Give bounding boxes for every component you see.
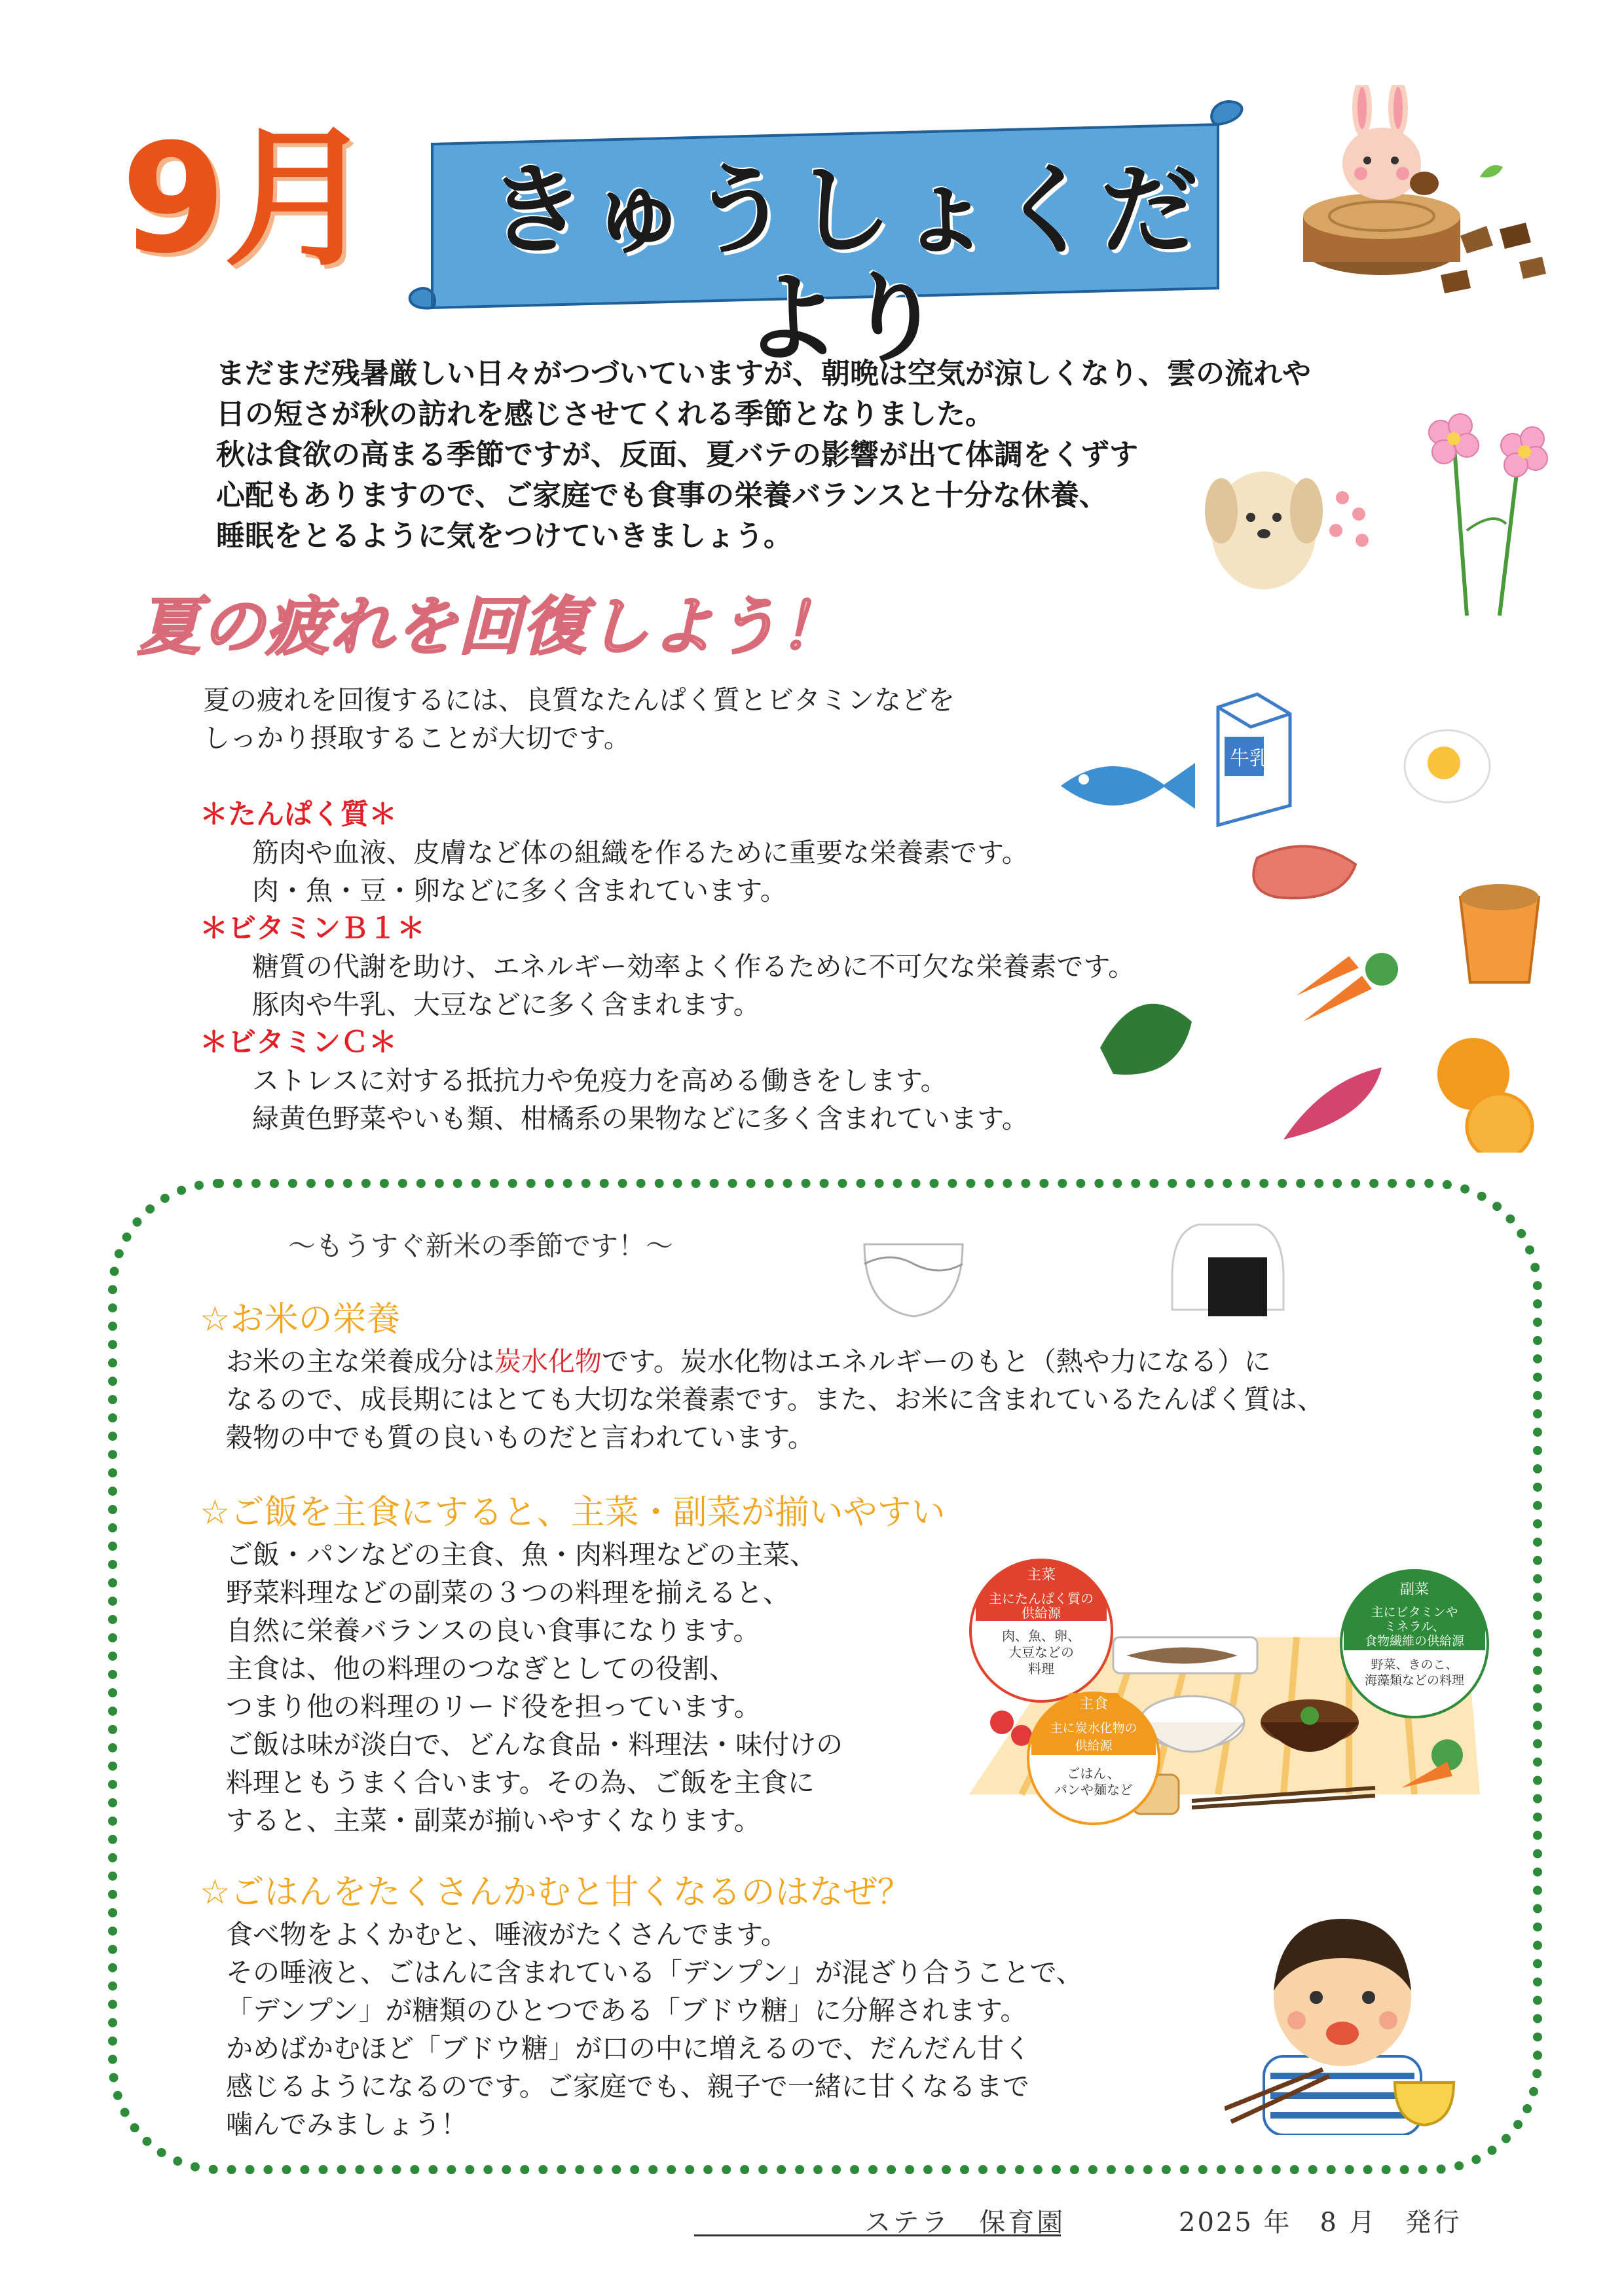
fukusai-example: 海藻類などの料理 <box>1364 1673 1465 1688</box>
intro-line: 秋は食欲の高まる季節ですが、反面、夏バテの影響が出て体調をくずす <box>216 438 1138 472</box>
rice-bowl-onigiri-illustration <box>851 1218 1310 1323</box>
month-title: 9月 <box>121 112 372 287</box>
intro-line: 睡眠をとるように気をつけていきましょう。 <box>216 519 792 553</box>
footer-issue-date: 2025 年 8 月 発行 <box>1179 2208 1462 2238</box>
staple-food-line: すると、主菜・副菜が揃いやすくなります。 <box>226 1805 761 1836</box>
milk-label: 牛乳 <box>1230 747 1269 770</box>
intro-line: まだまだ残暑厳しい日々がつづいていますが、朝晩は空気が涼しくなり、雲の流れや <box>216 357 1311 390</box>
rabbit-stump-illustration <box>1283 85 1559 308</box>
fukusai-desc: 主にビタミンや <box>1371 1605 1458 1620</box>
shushoku-bubble <box>1028 1693 1159 1824</box>
chewing-line: その唾液と、ごはんに含まれている「デンプン」が混ざり合うことで、 <box>226 1957 1083 1988</box>
nutrient-name: ＊ビタミンＢ１＊ <box>200 912 425 945</box>
puppy-cosmos-illustration <box>1192 399 1559 622</box>
boy-eating-illustration <box>1225 1912 1473 2135</box>
chewing-heading: ☆ごはんをたくさんかむと甘くなるのはなぜ？ <box>200 1873 912 1912</box>
staple-food-line: 料理ともうまく合います。その為、ご飯を主食に <box>226 1767 815 1798</box>
summer-intro-line: 夏の疲れを回復するには、良質なたんぱく質とビタミンなどを <box>203 684 955 716</box>
shusai-desc: 供給源 <box>1022 1605 1061 1621</box>
rice-nutrition-line <box>226 1342 1457 1380</box>
intro-line: 日の短さが秋の訪れを感じさせてくれる季節となりました。 <box>216 398 994 431</box>
carbohydrate-highlight: 炭水化物 <box>494 1346 602 1377</box>
shushoku-title: 主食 <box>1079 1696 1109 1713</box>
nutrient-name: ＊たんぱく質＊ <box>200 798 397 831</box>
nutrient-name: ＊ビタミンＣ＊ <box>200 1026 397 1059</box>
chewing-body <box>226 1916 1143 2143</box>
rice-nutrition-line: 穀物の中でも質の良いものだと言われています。 <box>226 1422 815 1453</box>
summer-heading: 夏の疲れを回復しよう！ <box>138 590 843 663</box>
fukusai-desc: ミネラル、 <box>1384 1620 1445 1634</box>
summer-intro <box>203 681 1120 757</box>
nutrient-line: 緑黄色野菜やいも類、柑橘系の果物などに多く含まれています。 <box>252 1103 1029 1134</box>
nutrient-line: 糖質の代謝を助け、エネルギー効率よく作るために不可欠な栄養素です。 <box>252 951 1135 982</box>
nutrient-line: 筋肉や血液、皮膚など体の組織を作るために重要な栄養素です。 <box>252 837 1029 868</box>
chewing-line: 感じるようになるのです。ご家庭でも、親子で一緒に甘くなるまで <box>226 2071 1029 2102</box>
shusai-desc: 主にたんぱく質の <box>989 1591 1094 1606</box>
intro-line: 心配もありますので、ご家庭でも食事の栄養バランスと十分な休養、 <box>216 479 1108 512</box>
shusai-bubble <box>970 1560 1112 1701</box>
staple-food-line: ご飯・パンなどの主食、魚・肉料理などの主菜、 <box>226 1539 817 1570</box>
footer-organization: ステラ 保育園 <box>864 2208 1066 2238</box>
meal-balance-diagram <box>943 1559 1493 1834</box>
rice-nutrition-heading: ☆お米の栄養 <box>200 1300 401 1339</box>
newsletter-title: きゅうしょくだより <box>487 154 1202 376</box>
rice-nutrition-body <box>226 1342 1457 1456</box>
nutrient-line: 豚肉や牛乳、大豆などに多く含まれます。 <box>252 989 760 1020</box>
shusai-example: 大豆などの <box>1008 1644 1074 1660</box>
nutrient-line: ストレスに対する抵抗力や免疫力を高める働きをします。 <box>252 1065 948 1096</box>
text-segment: です。炭水化物はエネルギーのもと（熱や力になる）に <box>602 1346 1271 1377</box>
fukusai-desc: 食物繊維の供給源 <box>1364 1634 1465 1648</box>
staple-food-heading: ☆ご飯を主食にすると、主菜・副菜が揃いやすい <box>200 1493 946 1532</box>
shusai-example: 肉、魚、卵、 <box>1002 1628 1080 1644</box>
staple-food-body <box>226 1536 966 1840</box>
shushoku-desc: 供給源 <box>1075 1739 1113 1753</box>
chewing-line: 「デンプン」が糖類のひとつである「ブドウ糖」に分解されます。 <box>226 1995 1027 2026</box>
staple-food-line: つまり他の料理のリード役を担っています。 <box>226 1691 761 1722</box>
chewing-line: 食べ物をよくかむと、唾液がたくさんでます。 <box>226 1919 788 1950</box>
chewing-line: かめばかむほど「ブドウ糖」が口の中に増えるので、だんだん甘く <box>226 2033 1031 2064</box>
milk-carton-icon <box>1218 694 1290 825</box>
shushoku-example: パンや麺など <box>1054 1782 1133 1798</box>
chewing-line: 噛んでみましょう！ <box>226 2109 468 2140</box>
shushoku-example: ごはん、 <box>1067 1766 1120 1781</box>
shusai-example: 料理 <box>1028 1661 1054 1676</box>
fukusai-bubble <box>1341 1570 1488 1717</box>
nutrient-line: 肉・魚・豆・卵などに多く含まれています。 <box>252 875 787 906</box>
fukusai-example: 野菜、きのこ、 <box>1371 1657 1458 1672</box>
summer-intro-line: しっかり摂取することが大切です。 <box>203 722 631 754</box>
staple-food-line: 主食は、他の料理のつなぎとしての役割、 <box>226 1653 736 1684</box>
staple-food-line: 野菜料理などの副菜の３つの料理を揃えると、 <box>226 1577 790 1608</box>
staple-food-line: ご飯は味が淡白で、どんな食品・料理法・味付けの <box>226 1729 843 1760</box>
text-segment: お米の主な栄養成分は <box>226 1346 494 1377</box>
staple-food-line: 自然に栄養バランスの良い食事になります。 <box>226 1615 760 1646</box>
food-illustrations <box>1041 681 1565 1153</box>
fukusai-title: 副菜 <box>1399 1582 1430 1598</box>
rice-subtitle: ～もうすぐ新米の季節です！～ <box>288 1230 674 1262</box>
shusai-title: 主菜 <box>1026 1567 1056 1583</box>
shushoku-desc: 主に炭水化物の <box>1050 1721 1137 1735</box>
rice-nutrition-line: なるので、成長期にはとても大切な栄養素です。また、お米に含まれているたんぱく質は、 <box>226 1384 1324 1415</box>
